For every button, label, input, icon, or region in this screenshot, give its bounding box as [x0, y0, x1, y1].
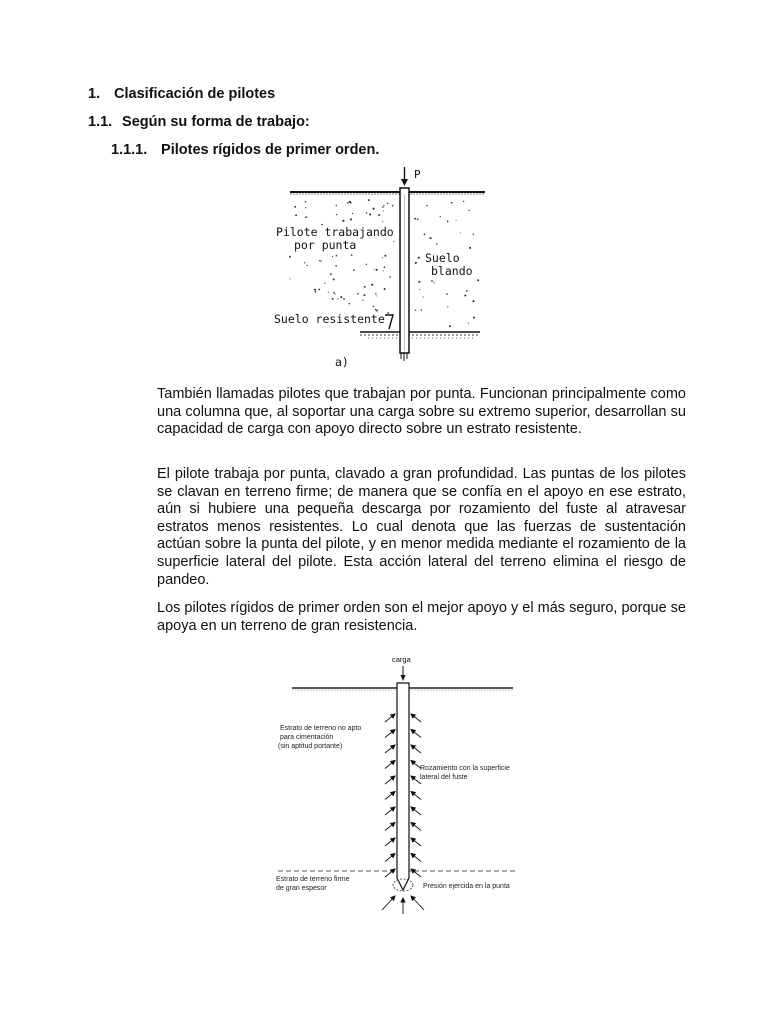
resistant-pointer	[385, 315, 393, 329]
soil-dot	[350, 202, 352, 204]
friction-arrow	[411, 854, 421, 862]
soil-dot	[343, 298, 345, 300]
heading-1	[88, 86, 275, 102]
weak-layer-line2: para cimentación	[280, 734, 334, 741]
label-pile-line2: por punta	[294, 238, 357, 252]
tip-pressure-label: Presión ejercida en la punta	[423, 883, 510, 890]
soil-dot	[464, 294, 466, 296]
friction-arrow	[411, 792, 421, 800]
soil-dot	[332, 298, 334, 300]
soil-dot	[336, 255, 338, 257]
soil-dot	[382, 221, 383, 222]
soil-dot	[375, 293, 376, 294]
soil-dot	[363, 294, 365, 296]
soil-dot	[389, 276, 390, 277]
heading-3-text: Pilotes rígidos de primer orden.	[161, 142, 380, 158]
soil-dot	[468, 323, 469, 324]
soil-dot	[366, 264, 367, 265]
soil-dot	[368, 199, 370, 201]
soil-dot	[333, 278, 335, 280]
soil-dot	[384, 255, 386, 257]
friction-arrow	[385, 776, 395, 784]
soil-dot	[392, 205, 394, 207]
soil-dot	[371, 284, 373, 286]
soil-dot	[383, 205, 384, 206]
friction-arrow	[401, 898, 405, 914]
soil-dot	[364, 286, 366, 288]
soil-dot	[334, 294, 335, 295]
soil-dot	[352, 213, 353, 214]
soil-dot	[319, 260, 320, 261]
soil-dot	[415, 310, 416, 311]
friction-arrow	[382, 896, 395, 910]
soil-dot	[384, 266, 386, 268]
soil-dot	[350, 218, 352, 220]
soil-dot	[456, 220, 457, 221]
soil-dot	[337, 298, 338, 299]
soil-dot	[332, 256, 333, 257]
heading-2-text: Según su forma de trabajo:	[122, 114, 310, 130]
soil-dot	[304, 262, 305, 263]
friction-arrow	[411, 896, 424, 910]
soil-dot	[374, 269, 375, 270]
soil-dot	[376, 269, 378, 271]
soil-dot	[347, 202, 349, 204]
soil-dot	[336, 214, 337, 215]
soil-dot	[421, 309, 423, 311]
soil-dot	[333, 292, 335, 294]
friction-arrow	[385, 745, 395, 753]
soil-dot	[415, 262, 417, 264]
soil-dot	[294, 206, 296, 208]
soil-dot	[417, 218, 419, 220]
label-soft-line1: Suelo	[425, 251, 460, 265]
figure-a-caption: a)	[335, 355, 349, 369]
soil-dot	[362, 300, 363, 301]
soil-dot	[328, 292, 329, 293]
soil-dot	[423, 296, 424, 297]
soil-dot	[418, 281, 420, 283]
soil-dot	[318, 289, 320, 291]
soil-dot	[351, 254, 353, 256]
soil-dot	[393, 241, 394, 242]
soil-dot	[340, 296, 342, 298]
soil-dot	[384, 288, 386, 290]
label-resistant: Suelo resistente	[274, 312, 385, 326]
soil-dot	[289, 256, 291, 258]
soil-dot	[336, 205, 337, 206]
friction-arrow	[385, 838, 395, 846]
soil-dot	[305, 207, 306, 208]
soil-dot	[383, 210, 384, 211]
soil-dot	[335, 265, 337, 267]
soil-dot	[349, 303, 351, 305]
heading-2-number: 1.1.	[88, 114, 113, 130]
figure-a-pile-diagram	[268, 165, 493, 380]
soil-dot	[431, 280, 433, 282]
load-label-carga: carga	[392, 655, 411, 664]
soil-dot	[377, 309, 378, 310]
friction-arrow	[411, 869, 421, 877]
soil-dot	[447, 221, 448, 222]
soil-dot	[330, 273, 332, 275]
soil-dot	[447, 220, 448, 221]
heading-3	[111, 142, 379, 158]
heading-2	[88, 114, 310, 130]
heading-3-number: 1.1.1.	[111, 142, 148, 158]
soil-dot	[419, 289, 420, 290]
soil-dot	[342, 220, 344, 222]
heading-1-number: 1.	[88, 86, 101, 102]
pile-shaft	[397, 683, 409, 890]
soil-dot	[383, 270, 384, 271]
soil-dot	[382, 257, 383, 258]
friction-arrow	[385, 807, 395, 815]
soil-dot	[434, 282, 435, 283]
friction-arrow	[385, 792, 395, 800]
friction-arrow	[385, 854, 395, 862]
soil-dot	[414, 218, 416, 220]
soil-dot	[477, 279, 479, 281]
soil-dot	[472, 300, 474, 302]
soil-dot	[469, 247, 471, 249]
soil-dot	[373, 208, 375, 210]
label-soft-line2: blando	[431, 264, 473, 278]
firm-layer-line1: Estrato de terreno firme	[276, 876, 350, 883]
soil-dot	[307, 265, 308, 266]
soil-dot	[468, 210, 469, 211]
friction-arrow	[385, 730, 395, 738]
friction-arrow	[411, 745, 421, 753]
soil-dot	[314, 289, 316, 291]
friction-arrow	[411, 714, 421, 722]
soil-dot	[373, 306, 375, 308]
soil-dot	[378, 214, 380, 216]
friction-arrow	[385, 761, 395, 769]
soil-dot	[320, 260, 321, 261]
soil-dot	[324, 283, 325, 284]
soil-dot	[430, 237, 432, 239]
soil-dot	[418, 257, 420, 259]
soil-dot	[315, 291, 317, 293]
soil-dot	[426, 205, 427, 206]
soil-dot	[366, 212, 368, 214]
soil-dot	[424, 234, 426, 236]
soil-dot	[451, 202, 453, 204]
friction-arrow	[411, 807, 421, 815]
soil-dot	[473, 234, 474, 235]
weak-layer-line3: (sin aptitud portante)	[278, 743, 343, 750]
soil-dot	[295, 214, 297, 216]
soil-dot	[305, 201, 307, 203]
figure-b-pile-friction-diagram	[268, 648, 528, 920]
friction-arrow	[411, 823, 421, 831]
paragraph-2: El pilote trabaja por punta, clavado a gran profundidad. Las puntas de los pilotes se clavan en terreno firme; de manera que se confía en el apoyo en ese estrato, aún si hubiere una pequeña descarga por rozamiento del fuste al atravesar estratos menos resistentes. Lo cual denota que las fuerzas de sustentación actúan sobre la punta del pilote, y en menor medida mediante el rozamiento de la superficie lateral del pilote. Esta acción lateral del terreno elimina el riesgo de pandeo.	[157, 466, 686, 588]
label-pile-line1: Pilote trabajando	[276, 225, 394, 239]
soil-dot	[357, 293, 359, 295]
paragraph-3: Los pilotes rígidos de primer orden son el mejor apoyo y el más seguro, porque se apoya en un terreno de gran resistencia.	[157, 600, 686, 634]
friction-line1: Rozamiento con la superficie	[420, 765, 510, 772]
soil-dot	[466, 290, 468, 292]
soil-dot	[449, 325, 451, 327]
firm-layer-line2: de gran espesor	[276, 885, 327, 892]
friction-arrow	[385, 869, 395, 877]
paragraph-1: También llamadas pilotes que trabajan por punta. Funcionan principalmente como una columna que, al soportar una carga sobre su extremo superior, desarrollan su capacidad de carga con apoyo directo sobre un estrato resistente.	[157, 386, 686, 438]
friction-arrow	[411, 838, 421, 846]
heading-1-text: Clasificación de pilotes	[114, 86, 276, 102]
tip-arrows	[382, 896, 424, 914]
soil-dot	[436, 243, 437, 244]
soil-dot	[375, 309, 377, 311]
weak-layer-line1: Estrato de terreno no apto	[280, 725, 362, 732]
soil-dot	[440, 216, 441, 217]
soil-dot	[382, 206, 383, 207]
load-label-p: P	[414, 168, 421, 181]
soil-dot	[353, 269, 355, 271]
soil-dot	[446, 293, 448, 295]
friction-line2: lateral del fuste	[420, 774, 468, 781]
soil-dot	[473, 317, 475, 319]
soil-dot	[369, 213, 371, 215]
soil-dot	[305, 217, 306, 218]
soil-dot	[376, 295, 377, 296]
soil-dot	[387, 312, 389, 314]
friction-arrow	[411, 730, 421, 738]
soil-dot	[463, 201, 464, 202]
soil-dot	[460, 232, 461, 233]
friction-arrow	[385, 823, 395, 831]
friction-arrow	[385, 714, 395, 722]
soil-dot	[447, 306, 448, 307]
soil-dot	[290, 278, 291, 279]
soil-dot	[387, 203, 388, 204]
